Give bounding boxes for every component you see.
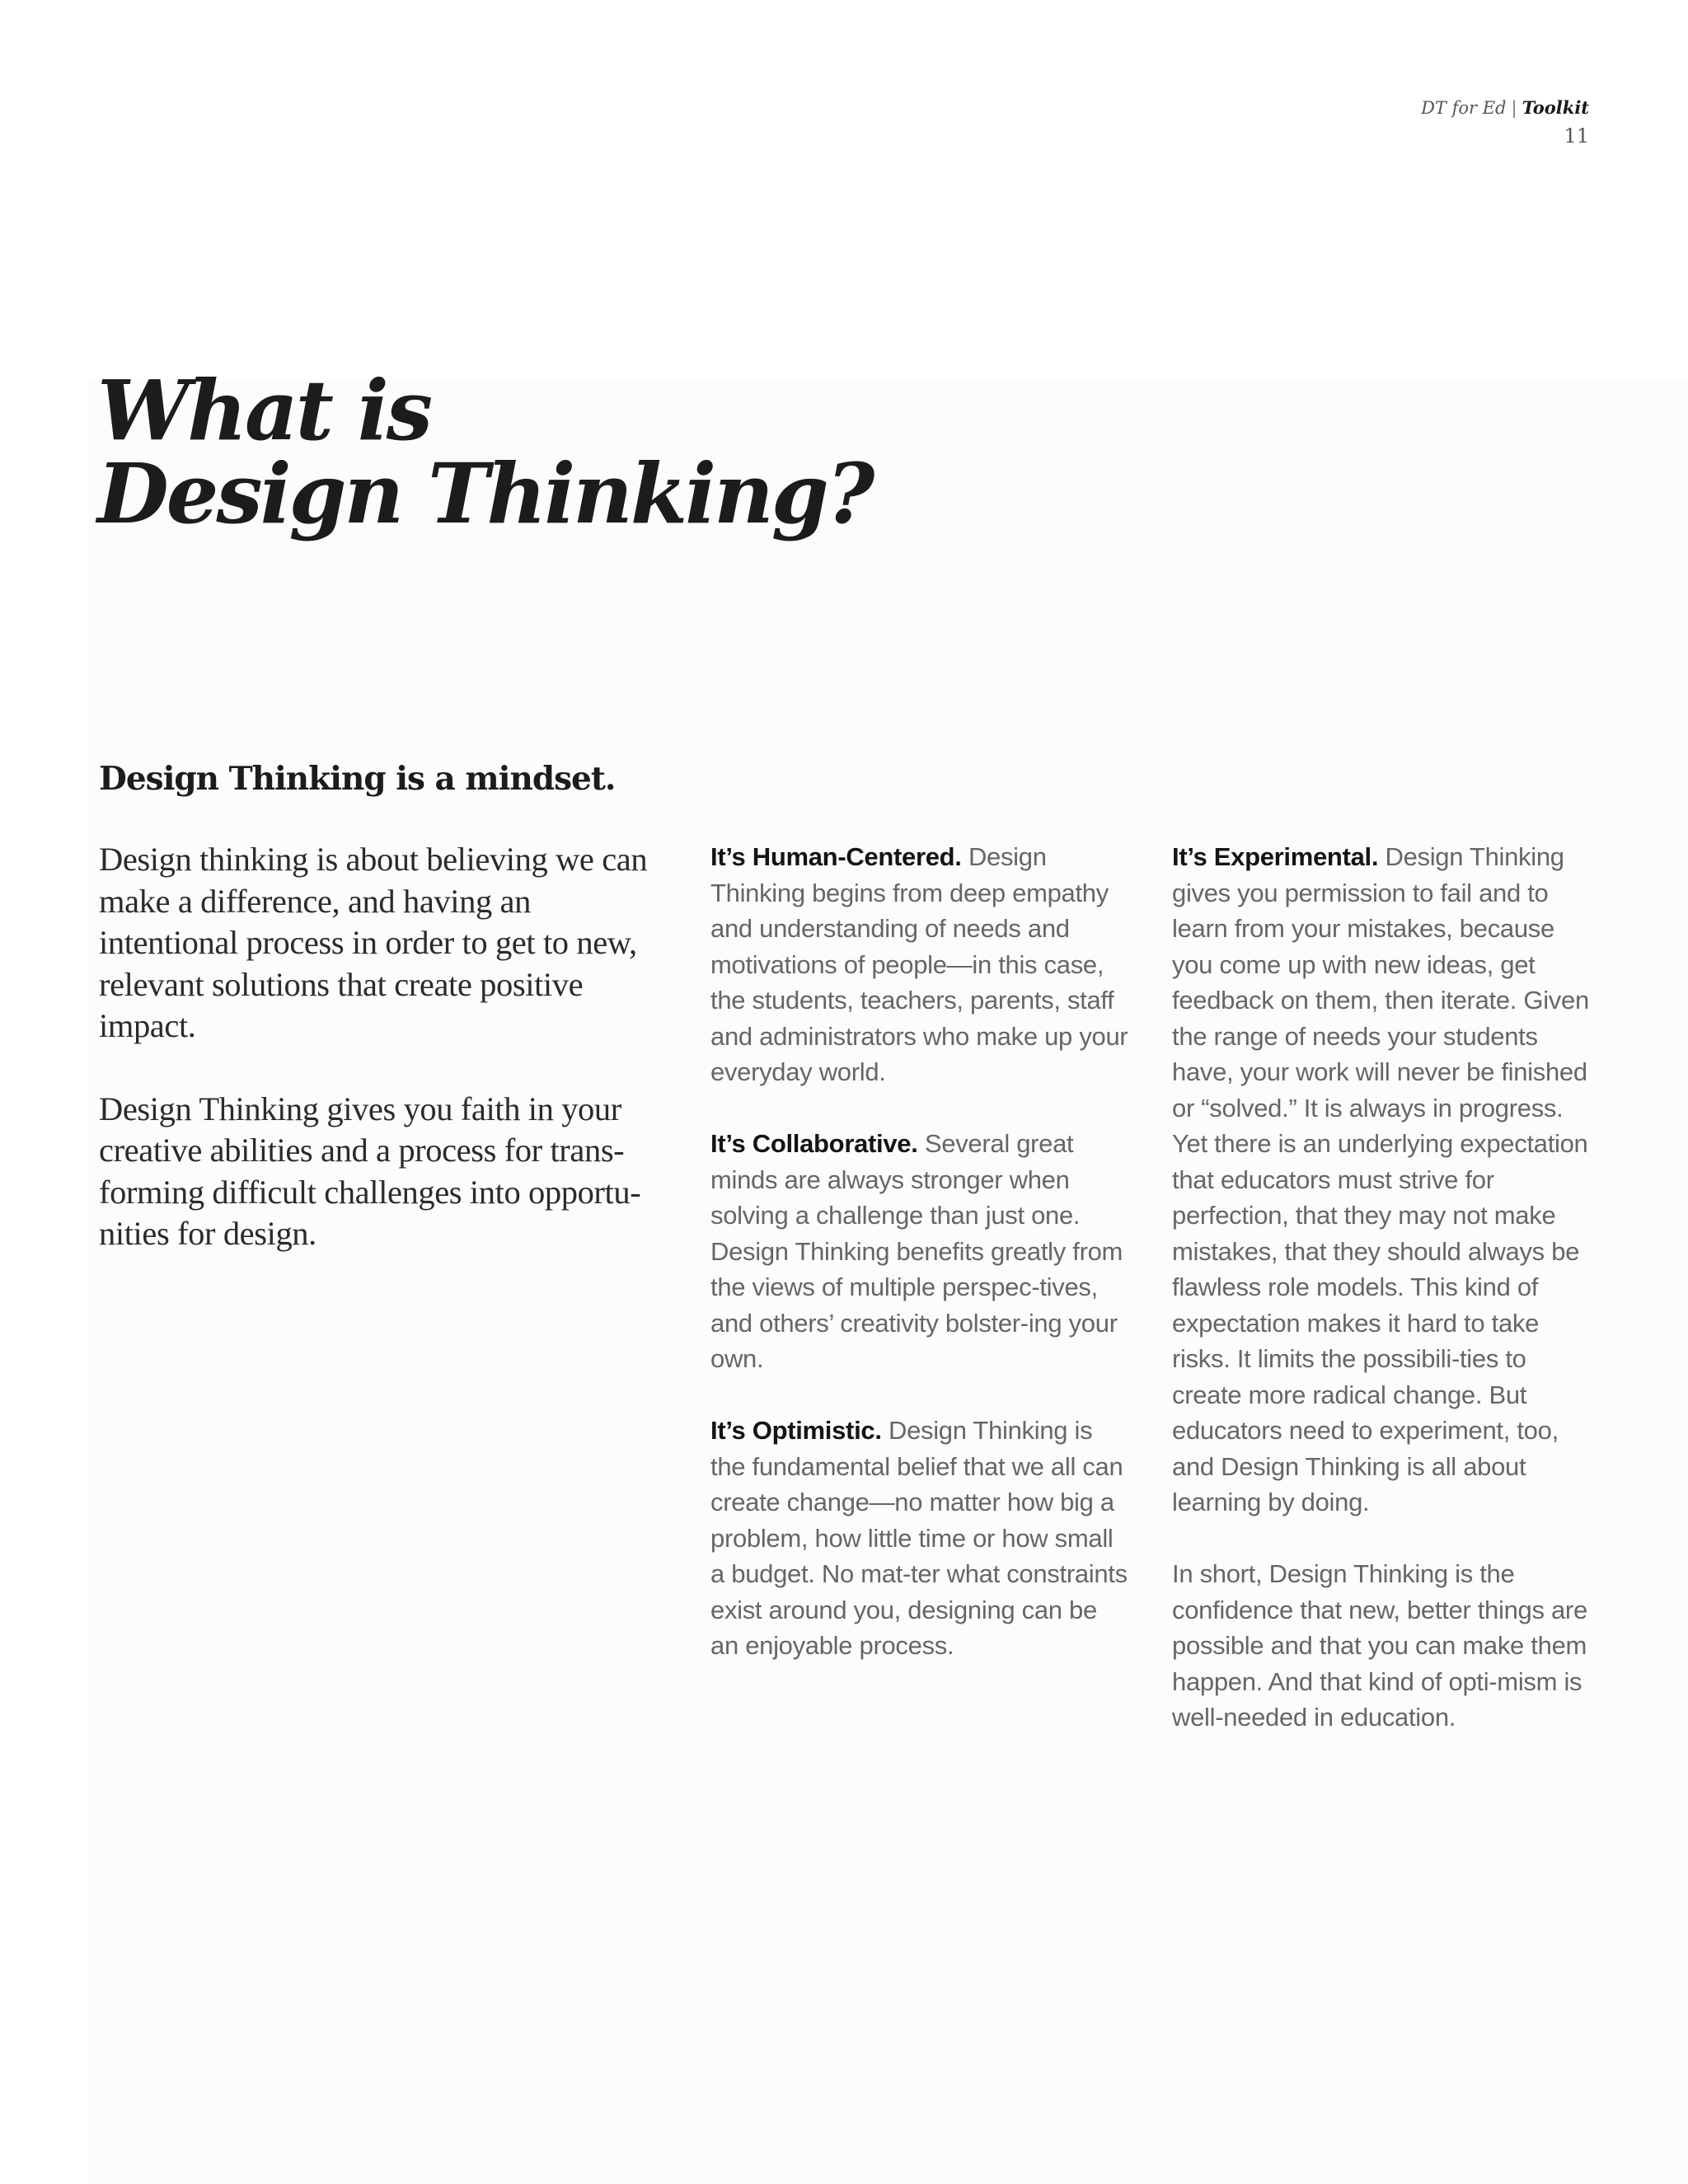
intro-paragraph: Design thinking is about believing we can make a difference, and having an intentional process in order to get to new, relevant solutions that create positive impact. [99, 841, 648, 1044]
principle-heading: It’s Optimistic. [710, 1416, 882, 1445]
principle-heading: It’s Experimental. [1172, 842, 1379, 871]
principle-body: Several great minds are always stronger when solving a challenge than just one. Design Thinking benefits greatly from the views of multiple perspec-tives, and others’ creativity bolster-ing your own. [710, 1129, 1123, 1373]
section-subheading: Design Thinking is a mindset. [99, 760, 616, 798]
series-label: DT for Ed [1421, 98, 1507, 118]
running-header [1421, 97, 1589, 148]
header-separator: | [1511, 98, 1517, 118]
principle-human-centered [710, 839, 1131, 1090]
principle-body: Design Thinking is the fundamental belief that we all can create change—no matter how big a problem, how little time or how small a budget. No mat-ter what constraints exist around you, designing can be an enjoyable process. [710, 1416, 1128, 1660]
intro-text [99, 839, 676, 1296]
intro-paragraph: Design Thinking gives you faith in your creative abilities and a process for trans-forming difficult challenges into opportu-nities for design. [99, 1090, 641, 1252]
principle-body: Design Thinking gives you permission to fail and to learn from your mistakes, because you come up with new ideas, get feedback on them, then iterate. Given the range of needs your students have, your work will never be finished or “solved.” It is always in progress. Yet there is an underlying expectation that educators must strive for perfection, that they may not make mistakes, that they should always be flawless role models. This kind of expectation makes it hard to take risks. It limits the possibili-ties to create more radical change. But educators need to experiment, too, and Design Thinking is all about learning by doing. [1172, 842, 1589, 1516]
principle-collaborative [710, 1126, 1131, 1377]
closing-paragraph: In short, Design Thinking is the confidence that new, better things are possible and that you can make them happen. And that kind of opti-mism is well-needed in education. [1172, 1559, 1587, 1732]
page-title-line-1: What is [97, 362, 431, 459]
running-header-title [1421, 97, 1589, 119]
principle-heading: It’s Human-Centered. [710, 842, 962, 871]
column-middle [710, 839, 1131, 1699]
page-title-line-2: Design Thinking? [97, 445, 873, 542]
principle-optimistic [710, 1413, 1131, 1664]
column-right [1172, 839, 1601, 1771]
principle-body: Design Thinking begins from deep empathy and understanding of needs and motivations of people—in this case, the students, teachers, parents, staff and administrators who make up your everyday world. [710, 842, 1128, 1086]
principle-heading: It’s Collaborative. [710, 1129, 918, 1158]
page-number: 11 [1564, 124, 1589, 148]
principle-experimental [1172, 839, 1601, 1521]
page-title [97, 362, 873, 542]
section-label: Toolkit [1522, 97, 1589, 118]
